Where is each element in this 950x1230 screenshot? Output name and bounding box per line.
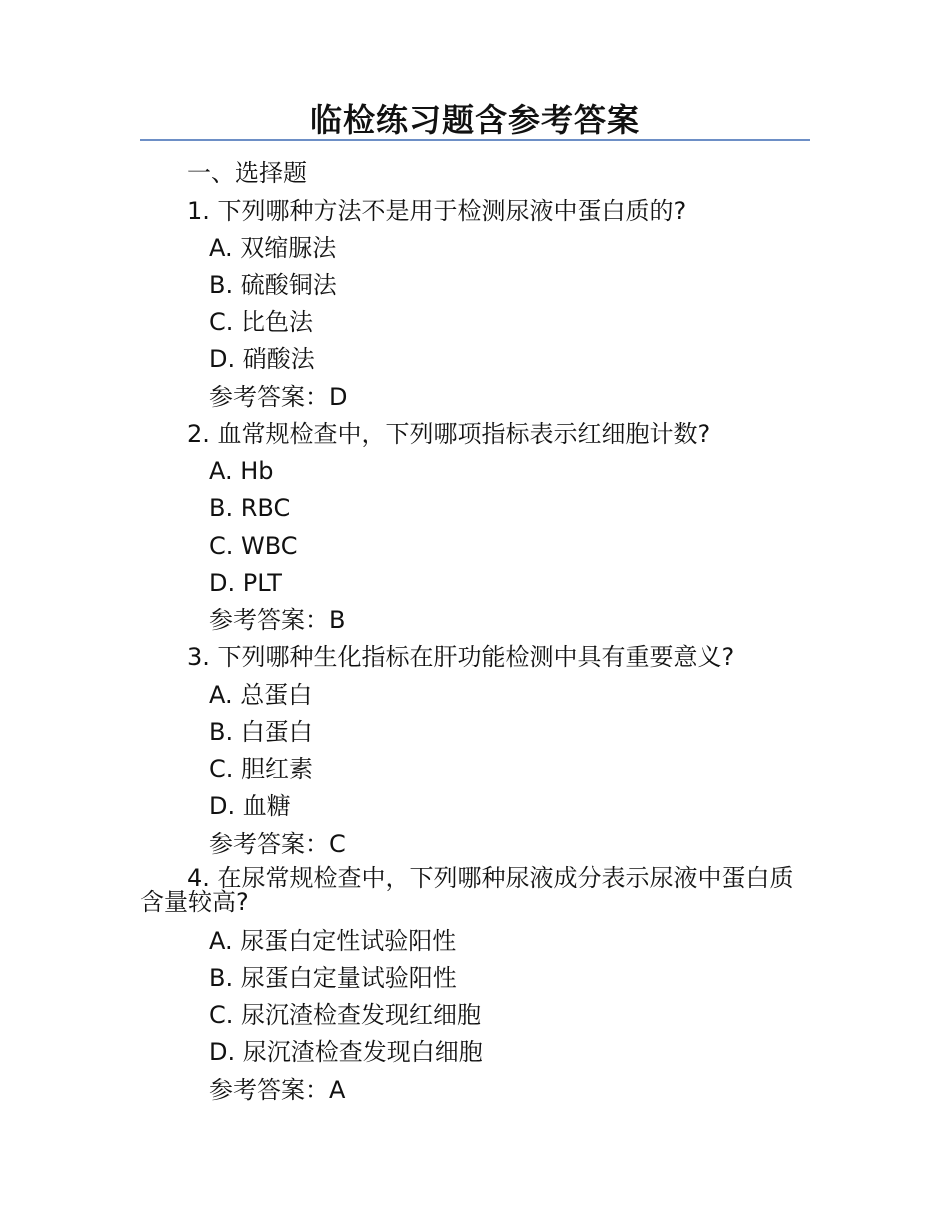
question-1-text: 1. 下列哪种方法不是用于检测尿液中蛋白质的? xyxy=(187,197,687,225)
title-underline xyxy=(140,139,810,141)
question-2-text: 2. 血常规检查中，下列哪项指标表示红细胞计数? xyxy=(187,420,711,448)
question-2-option-b: B. RBC xyxy=(209,494,291,522)
question-3-option-d: D. 血糖 xyxy=(209,792,291,820)
question-3-answer: 参考答案：C xyxy=(209,830,346,858)
question-1-option-b: B. 硫酸铜法 xyxy=(209,271,337,299)
question-3-text: 3. 下列哪种生化指标在肝功能检测中具有重要意义? xyxy=(187,643,735,671)
question-4-option-a: A. 尿蛋白定性试验阳性 xyxy=(209,927,457,955)
question-2-answer: 参考答案：B xyxy=(209,606,346,634)
question-2-option-d: D. PLT xyxy=(209,569,282,597)
question-4-answer: 参考答案：A xyxy=(209,1076,346,1104)
question-1-option-c: C. 比色法 xyxy=(209,308,314,336)
question-4-option-b: B. 尿蛋白定量试验阳性 xyxy=(209,964,457,992)
question-4-text-content: 4. 在尿常规检查中，下列哪种尿液成分表示尿液中蛋白质含量较高? xyxy=(140,864,794,916)
question-4-text xyxy=(140,866,815,914)
question-1-option-d: D. 硝酸法 xyxy=(209,345,315,373)
document-title: 临检练习题含参考答案 xyxy=(309,101,640,139)
question-2-option-c: C. WBC xyxy=(209,532,298,560)
question-3-option-a: A. 总蛋白 xyxy=(209,681,313,709)
question-4-option-c: C. 尿沉渣检查发现红细胞 xyxy=(209,1001,482,1029)
question-3-option-b: B. 白蛋白 xyxy=(209,718,313,746)
question-3-option-c: C. 胆红素 xyxy=(209,755,314,783)
question-4-option-d: D. 尿沉渣检查发现白细胞 xyxy=(209,1038,483,1066)
question-1-answer: 参考答案：D xyxy=(209,383,348,411)
question-1-option-a: A. 双缩脲法 xyxy=(209,234,337,262)
section-heading: 一、选择题 xyxy=(187,159,307,187)
question-2-option-a: A. Hb xyxy=(209,457,274,485)
